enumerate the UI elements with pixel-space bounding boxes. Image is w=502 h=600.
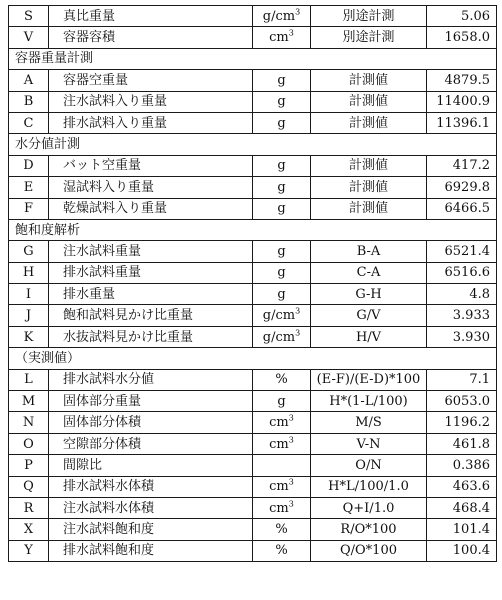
item-value: 1658.0 <box>427 27 497 48</box>
item-formula: R/O*100 <box>311 519 427 540</box>
unit-exponent: 3 <box>288 28 294 38</box>
unit-base: g <box>277 72 286 88</box>
item-value: 468.4 <box>427 497 497 518</box>
item-formula: H*(1-L/100) <box>311 391 427 412</box>
unit-exponent: 3 <box>295 328 301 338</box>
table-row <box>9 326 497 347</box>
unit-base: g <box>277 201 286 217</box>
unit-base: cm <box>269 415 289 431</box>
item-symbol: M <box>9 391 49 412</box>
unit-base: % <box>275 543 288 559</box>
item-formula: O/N <box>311 455 427 476</box>
unit-exponent: 3 <box>288 477 294 487</box>
item-name: 水抜試料見かけ比重量 <box>49 326 253 347</box>
table-row <box>9 519 497 540</box>
item-name: 容器空重量 <box>49 70 253 91</box>
item-name: バット空重量 <box>49 155 253 176</box>
unit-base: cm <box>269 436 289 452</box>
item-formula: 計測値 <box>311 198 427 219</box>
item-unit <box>253 112 311 133</box>
table-row <box>9 284 497 305</box>
table-row <box>9 177 497 198</box>
item-formula: 計測値 <box>311 155 427 176</box>
section-title: 水分値計測 <box>9 134 497 155</box>
item-name: 湿試料入り重量 <box>49 177 253 198</box>
item-name: 飽和試料見かけ比重量 <box>49 305 253 326</box>
table-row <box>9 241 497 262</box>
unit-base: g <box>277 265 286 281</box>
item-unit <box>253 412 311 433</box>
table-row <box>9 27 497 48</box>
item-formula: 計測値 <box>311 91 427 112</box>
item-value: 6929.8 <box>427 177 497 198</box>
table-row <box>9 70 497 91</box>
item-symbol: E <box>9 177 49 198</box>
item-unit <box>253 433 311 454</box>
unit-base: cm <box>269 500 289 516</box>
unit-base: % <box>275 372 288 388</box>
item-symbol: L <box>9 369 49 390</box>
item-name: 排水試料重量 <box>49 262 253 283</box>
item-name: 注水試料入り重量 <box>49 91 253 112</box>
table-row <box>9 455 497 476</box>
item-name: 注水試料重量 <box>49 241 253 262</box>
table-row <box>9 476 497 497</box>
item-value: 6466.5 <box>427 198 497 219</box>
unit-base: g <box>277 115 286 131</box>
item-value: 5.06 <box>427 6 497 27</box>
section-title: 容器重量計測 <box>9 48 497 69</box>
item-value: 6053.0 <box>427 391 497 412</box>
item-formula: H*L/100/1.0 <box>311 476 427 497</box>
item-symbol: D <box>9 155 49 176</box>
unit-base: % <box>275 522 288 538</box>
section-header-row <box>9 348 497 369</box>
item-symbol: I <box>9 284 49 305</box>
item-symbol: J <box>9 305 49 326</box>
unit-exponent: 3 <box>288 435 294 445</box>
section-title: 飽和度解析 <box>9 219 497 240</box>
table-row <box>9 412 497 433</box>
item-name: 固体部分体積 <box>49 412 253 433</box>
item-unit <box>253 497 311 518</box>
unit-base: cm <box>269 479 289 495</box>
item-formula: B-A <box>311 241 427 262</box>
item-value: 11396.1 <box>427 112 497 133</box>
item-name: 排水試料水体積 <box>49 476 253 497</box>
item-unit <box>253 326 311 347</box>
item-value: 6516.6 <box>427 262 497 283</box>
section-title: （実測値） <box>9 348 497 369</box>
item-symbol: A <box>9 70 49 91</box>
item-symbol: C <box>9 112 49 133</box>
item-formula: G-H <box>311 284 427 305</box>
item-symbol: G <box>9 241 49 262</box>
item-value: 4879.5 <box>427 70 497 91</box>
item-symbol: H <box>9 262 49 283</box>
item-value: 3.933 <box>427 305 497 326</box>
unit-exponent: 3 <box>288 499 294 509</box>
item-name: 真比重量 <box>49 6 253 27</box>
item-value: 6521.4 <box>427 241 497 262</box>
measurement-table <box>8 5 497 562</box>
section-header-row <box>9 134 497 155</box>
section-header-row <box>9 219 497 240</box>
item-name: 空隙部分体積 <box>49 433 253 454</box>
item-unit <box>253 519 311 540</box>
unit-base: g <box>277 158 286 174</box>
item-formula: 計測値 <box>311 177 427 198</box>
item-unit <box>253 369 311 390</box>
item-name: 排水試料飽和度 <box>49 540 253 561</box>
item-name: 間隙比 <box>49 455 253 476</box>
item-symbol: X <box>9 519 49 540</box>
table-row <box>9 540 497 561</box>
unit-exponent: 3 <box>295 7 301 17</box>
table-row <box>9 91 497 112</box>
item-formula: (E-F)/(E-D)*100 <box>311 369 427 390</box>
item-name: 注水試料飽和度 <box>49 519 253 540</box>
item-name: 排水試料水分値 <box>49 369 253 390</box>
item-unit <box>253 476 311 497</box>
unit-base: g <box>277 243 286 259</box>
section-header-row <box>9 48 497 69</box>
unit-exponent: 3 <box>288 413 294 423</box>
item-value: 4.8 <box>427 284 497 305</box>
item-symbol: Y <box>9 540 49 561</box>
unit-base: g <box>277 179 286 195</box>
item-value: 3.930 <box>427 326 497 347</box>
table-row <box>9 262 497 283</box>
table-row <box>9 6 497 27</box>
item-formula: C-A <box>311 262 427 283</box>
unit-base: g/cm <box>262 329 296 345</box>
item-unit <box>253 241 311 262</box>
table-row <box>9 155 497 176</box>
unit-exponent: 3 <box>295 306 301 316</box>
item-unit <box>253 540 311 561</box>
item-unit <box>253 391 311 412</box>
item-formula: M/S <box>311 412 427 433</box>
item-value: 7.1 <box>427 369 497 390</box>
measurement-table-body <box>9 6 497 562</box>
item-symbol: P <box>9 455 49 476</box>
table-row <box>9 198 497 219</box>
unit-base: g <box>277 286 286 302</box>
item-value: 461.8 <box>427 433 497 454</box>
item-formula: 別途計測 <box>311 27 427 48</box>
item-value: 463.6 <box>427 476 497 497</box>
item-symbol: B <box>9 91 49 112</box>
item-value: 11400.9 <box>427 91 497 112</box>
item-symbol: S <box>9 6 49 27</box>
item-unit <box>253 155 311 176</box>
item-name: 乾燥試料入り重量 <box>49 198 253 219</box>
table-row <box>9 497 497 518</box>
item-value: 101.4 <box>427 519 497 540</box>
unit-base: g <box>277 94 286 110</box>
table-row <box>9 112 497 133</box>
unit-base: g/cm <box>262 308 296 324</box>
item-symbol: R <box>9 497 49 518</box>
item-unit <box>253 27 311 48</box>
table-row <box>9 305 497 326</box>
item-formula: G/V <box>311 305 427 326</box>
item-formula: 計測値 <box>311 112 427 133</box>
item-name: 注水試料水体積 <box>49 497 253 518</box>
item-name: 容器容積 <box>49 27 253 48</box>
table-row <box>9 391 497 412</box>
item-symbol: K <box>9 326 49 347</box>
item-unit <box>253 455 311 476</box>
unit-base: g <box>277 393 286 409</box>
item-value: 1196.2 <box>427 412 497 433</box>
item-formula: V-N <box>311 433 427 454</box>
item-formula: H/V <box>311 326 427 347</box>
item-unit <box>253 262 311 283</box>
item-symbol: Q <box>9 476 49 497</box>
table-row <box>9 433 497 454</box>
item-name: 排水試料入り重量 <box>49 112 253 133</box>
item-formula: 別途計測 <box>311 6 427 27</box>
unit-base: cm <box>269 30 289 46</box>
item-name: 固体部分重量 <box>49 391 253 412</box>
item-value: 417.2 <box>427 155 497 176</box>
item-symbol: V <box>9 27 49 48</box>
table-row <box>9 369 497 390</box>
item-unit <box>253 177 311 198</box>
item-formula: 計測値 <box>311 70 427 91</box>
item-formula: Q/O*100 <box>311 540 427 561</box>
item-unit <box>253 305 311 326</box>
item-name: 排水重量 <box>49 284 253 305</box>
item-unit <box>253 198 311 219</box>
item-unit <box>253 6 311 27</box>
unit-base: g/cm <box>262 8 296 24</box>
item-value: 0.386 <box>427 455 497 476</box>
item-symbol: O <box>9 433 49 454</box>
item-unit <box>253 91 311 112</box>
item-symbol: F <box>9 198 49 219</box>
item-symbol: N <box>9 412 49 433</box>
item-value: 100.4 <box>427 540 497 561</box>
item-unit <box>253 284 311 305</box>
item-unit <box>253 70 311 91</box>
item-formula: Q+I/1.0 <box>311 497 427 518</box>
